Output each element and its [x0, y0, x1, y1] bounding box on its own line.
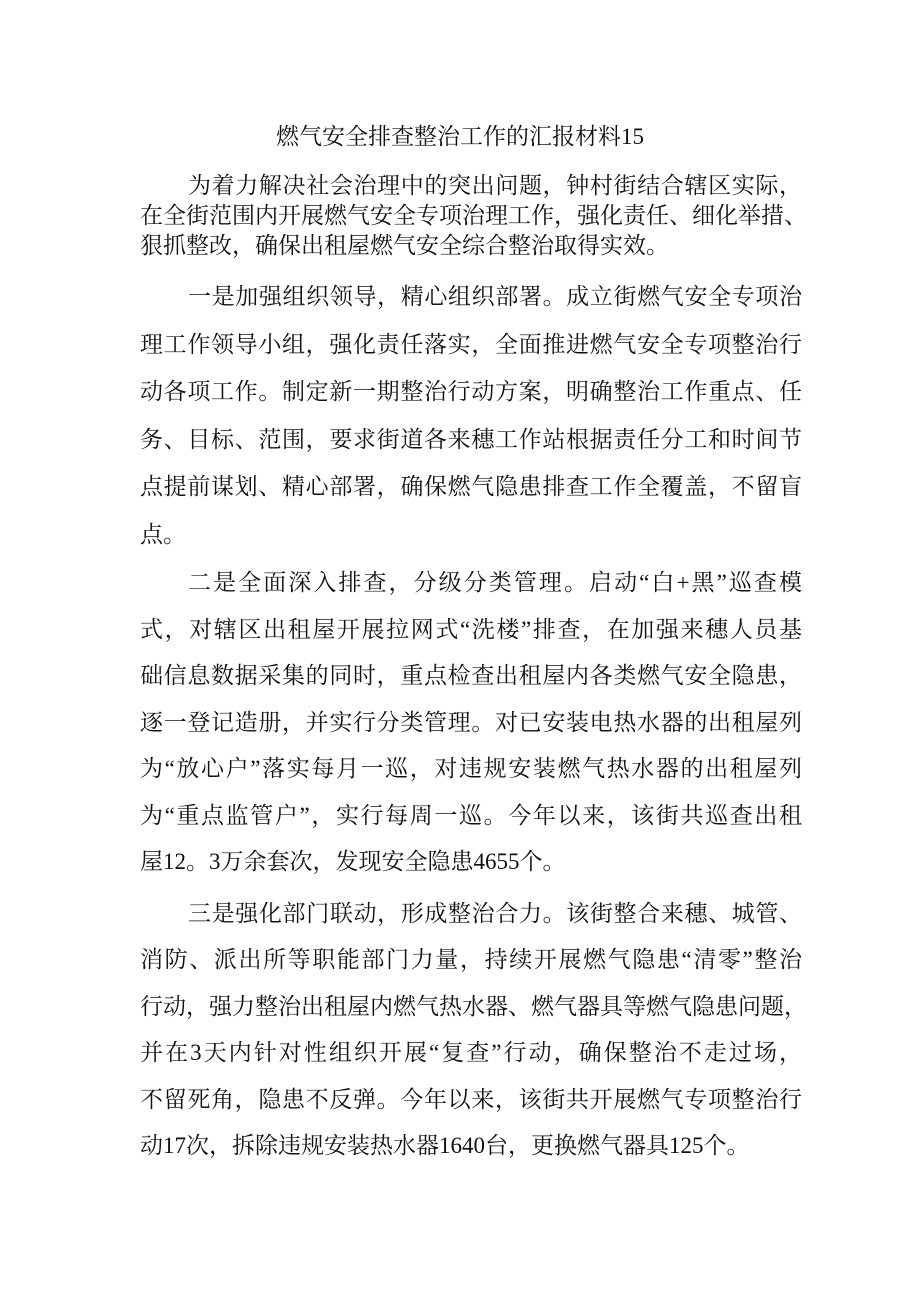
paragraph-line: 消防、派出所等职能部门力量，持续开展燃气隐患“清零”整治	[140, 947, 802, 973]
paragraph-line: 行动，强力整治出租屋内燃气热水器、燃气器具等燃气隐患问题，	[140, 993, 807, 1019]
paragraph-line: 二是全面深入排查，分级分类管理。启动“白+黑”巡查模	[188, 570, 802, 595]
paragraph-line: 础信息数据采集的同时，重点检查出租屋内各类燃气安全隐患，	[140, 663, 802, 688]
paragraph-line: 为着力解决社会治理中的突出问题，钟村街结合辖区实际，	[188, 173, 802, 198]
paragraph-line: 并在3天内针对性组织开展“复查”行动，确保整治不走过场，	[140, 1040, 802, 1066]
paragraph-line: 动各项工作。制定新一期整治行动方案，明确整治工作重点、任	[140, 379, 802, 405]
paragraph-line: 屋12。3万余套次，发现安全隐患4655个。	[140, 849, 566, 874]
paragraph-line: 狠抓整改，确保出租屋燃气安全综合整治取得实效。	[140, 233, 669, 258]
document-title: 燃气安全排查整治工作的汇报材料15	[276, 124, 644, 149]
paragraph-line: 点提前谋划、精心部署，确保燃气隐患排查工作全覆盖，不留盲	[140, 474, 802, 500]
paragraph-line: 为“放心户”落实每月一巡，对违规安装燃气热水器的出租屋列	[140, 756, 802, 781]
paragraph-line: 在全街范围内开展燃气安全专项治理工作，强化责任、细化举措、	[140, 203, 807, 228]
paragraph-line: 一是加强组织领导，精心组织部署。成立街燃气安全专项治	[188, 284, 802, 309]
paragraph-line: 三是强化部门联动，形成整治合力。该街整合来穗、城管、	[188, 901, 802, 926]
paragraph-line: 为“重点监管户”，实行每周一巡。今年以来，该街共巡查出租	[140, 802, 802, 828]
paragraph-line: 点。	[140, 522, 186, 547]
paragraph-line: 不留死角，隐患不反弹。今年以来，该街共开展燃气专项整治行	[140, 1086, 802, 1112]
paragraph-line: 动17次，拆除违规安装热水器1640台，更换燃气器具125个。	[140, 1133, 750, 1158]
paragraph-line: 逐一登记造册，并实行分类管理。对已安装电热水器的出租屋列	[140, 709, 802, 735]
paragraph-line: 务、目标、范围，要求街道各来穗工作站根据责任分工和时间节	[140, 426, 802, 452]
paragraph-line: 式，对辖区出租屋开展拉网式“洗楼”排查，在加强来穗人员基	[140, 616, 802, 642]
paragraph-line: 理工作领导小组，强化责任落实，全面推进燃气安全专项整治行	[140, 331, 802, 357]
